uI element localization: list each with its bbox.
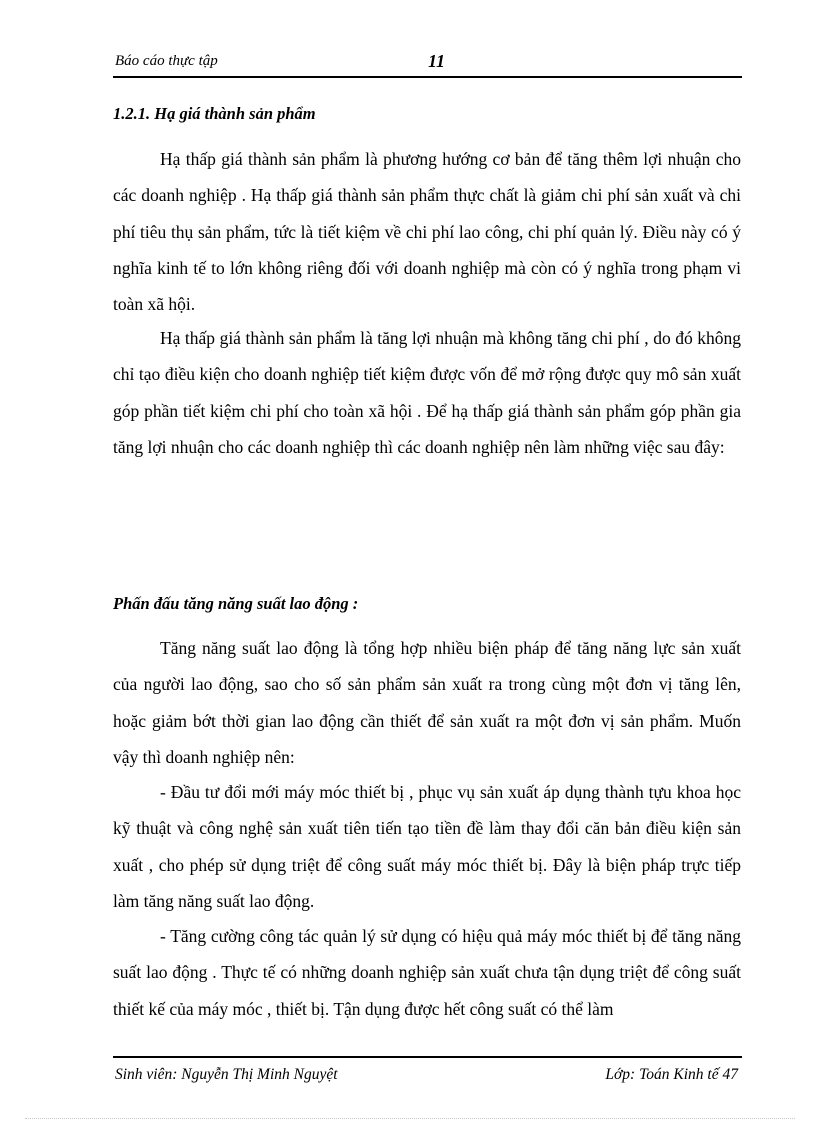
- paragraph-2: Hạ thấp giá thành sản phẩm là tăng lợi nhuận mà không tăng chi phí , do đó không chỉ tạo điều kiện cho doanh nghiệp tiết kiệm được vốn để mở rộng được quy mô sản xuất góp phần tiết kiệm chi phí cho toàn xã hội . Để hạ thấp giá thành sản phẩm góp phần gia tăng lợi nhuận cho các doanh nghiệp thì các doanh nghiệp nên làm những việc sau đây:: [113, 328, 741, 457]
- subheading: Phấn đấu tăng năng suất lao động :: [113, 594, 359, 613]
- section-heading: 1.2.1. Hạ giá thành sản phẩm: [113, 104, 316, 123]
- header-title: Báo cáo thực tập: [115, 53, 218, 69]
- paragraph-3: Tăng năng suất lao động là tổng hợp nhiều biện pháp để tăng năng lực sản xuất của người lao động, sao cho số sản phẩm sản xuất ra trong cùng một đơn vị tăng lên, hoặc giảm bớt thời gian lao động cần thiết để sản xuất ra một đơn vị sản phẩm. Muốn vậy thì doanh nghiệp nên:: [113, 638, 741, 767]
- paragraph-5: - Tăng cường công tác quản lý sử dụng có hiệu quả máy móc thiết bị để tăng năng suất lao động . Thực tế có những doanh nghiệp sản xuất chưa tận dụng triệt để công suất thiết kế của máy móc , thiết bị. Tận dụng được hết công suất có thể làm: [113, 926, 741, 1019]
- footer-student: Sinh viên: Nguyễn Thị Minh Nguyệt: [115, 1066, 338, 1083]
- paragraph-4: - Đầu tư đổi mới máy móc thiết bị , phục vụ sản xuất áp dụng thành tựu khoa học kỹ thuật và công nghệ sản xuất tiên tiến tạo tiền đề làm thay đổi căn bản điều kiện sản xuất , cho phép sử dụng triệt để công suất máy móc thiết bị. Đây là biện pháp trực tiếp làm tăng năng suất lao động.: [113, 782, 741, 911]
- page-edge-divider: [25, 1118, 795, 1119]
- page-header: [113, 50, 742, 78]
- page-number: 11: [428, 51, 446, 71]
- page-footer: [113, 1056, 742, 1088]
- footer-class: Lớp: Toán Kinh tế 47: [605, 1066, 738, 1083]
- paragraph-1: Hạ thấp giá thành sản phẩm là phương hướng cơ bản để tăng thêm lợi nhuận cho các doanh nghiệp . Hạ thấp giá thành sản phẩm thực chất là giảm chi phí sản xuất và chi phí tiêu thụ sản phẩm, tức là tiết kiệm về chi phí lao công, chi phí quản lý. Điều này có ý nghĩa kinh tế to lớn không riêng đối với doanh nghiệp mà còn có ý nghĩa trong phạm vi toàn xã hội.: [113, 149, 741, 315]
